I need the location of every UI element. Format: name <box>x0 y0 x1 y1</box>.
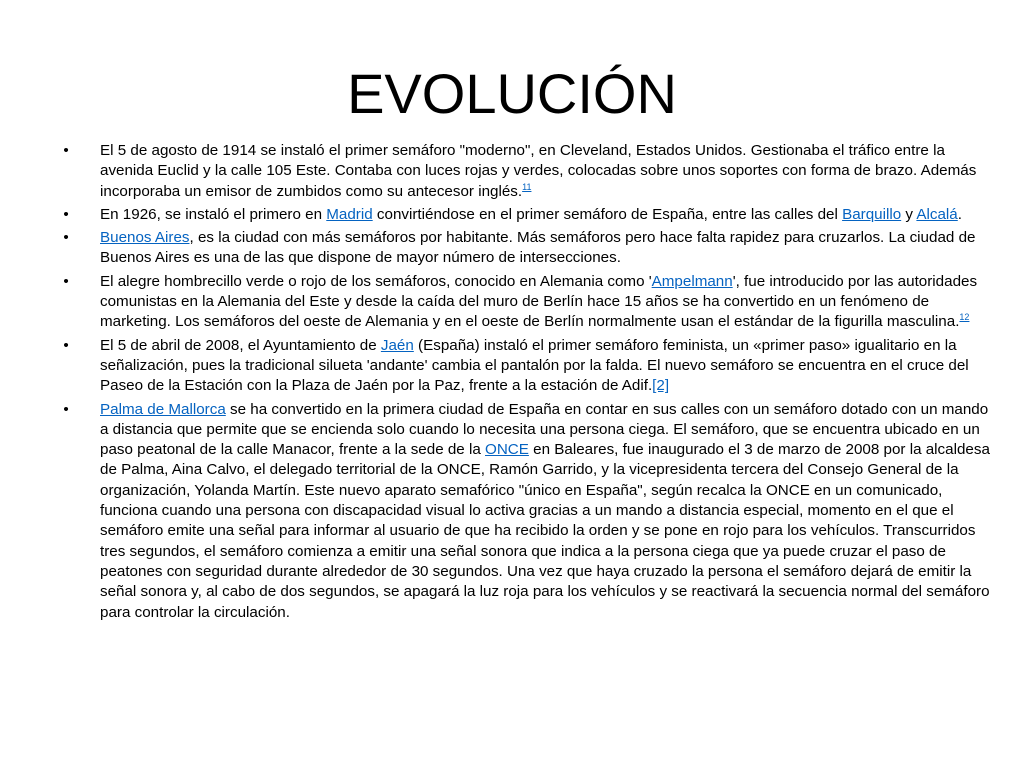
item-text: y <box>901 205 917 223</box>
list-item <box>60 228 994 269</box>
item-text: convirtiéndose en el primer semáforo de España, entre las calles del <box>372 205 843 223</box>
bullet-icon: • <box>63 205 69 223</box>
item-text: En 1926, se instaló el primero en <box>100 205 327 223</box>
list-item <box>60 205 994 225</box>
link-jaen[interactable]: Jaén <box>380 336 414 354</box>
reference-link-11[interactable]: 11 <box>522 181 532 192</box>
link-buenos-aires[interactable]: Buenos Aires <box>100 229 190 247</box>
bullet-list <box>60 141 994 626</box>
item-text: en Baleares, fue inaugurado el 3 de marzo de 2008 por la alcaldesa de Palma, Aina Calvo, el delegado territorial de la ONCE, Ramón Garrido, y la vicepresidenta tercera del Consejo General de la organización, Yolanda Martín. Este nuevo aparato semafórico "único en España", según recalca la ONCE en un comunicado, funciona cuando una persona con discapacidad visual lo activa gracias a un mando a distancia especial, momento en el que el semáforo emite una señal para informar al usuario de que ha recibido la orden y se pone en rojo para los vehículos. Transcurridos tres segundos, el semáforo comienza a emitir una señal sonora que indica a la persona ciega que ya puede cruzar el paso de peatones con seguridad durante alrededor de 30 segundos. Una vez que haya cruzado la persona el semáforo dejará de emitir la señal sonora y, al cabo de dos segundos, se apagará la luz roja para los vehículos y se reactivará la secuencia normal del semáforo para controlar la circulación. <box>100 441 990 621</box>
link-palma-de-mallorca[interactable]: Palma de Mallorca <box>100 400 226 418</box>
list-item <box>60 336 994 397</box>
link-ampelmann[interactable]: Ampelmann <box>651 272 733 290</box>
item-text: . <box>957 205 962 223</box>
item-text: El 5 de abril de 2008, el Ayuntamiento de <box>100 336 381 354</box>
bullet-icon: • <box>63 400 69 418</box>
slide-title: EVOLUCIÓN <box>347 62 677 125</box>
item-text: ', fue introducido por las autoridades comunistas en la Alemania del Este y desde la caída del muro de Berlín hace 15 años se ha convertido en un fenómeno de marketing. Los semáforos del oeste de Alemania y en el oeste de Berlín normalmente usan el estándar de la figurilla masculina. <box>100 272 978 331</box>
link-alcala[interactable]: Alcalá <box>916 205 958 223</box>
item-text: El alegre hombrecillo verde o rojo de los semáforos, conocido en Alemania como ' <box>100 272 652 290</box>
list-item <box>60 400 994 623</box>
item-text: El 5 de agosto de 1914 se instaló el primer semáforo "moderno", en Cleveland, Estados Unidos. Gestionaba el tráfico entre la avenida Euclid y la calle 105 Este. Contaba con luces rojas y verdes, colocadas sobre unos soportes con forma de brazo. Además incorporaba un emisor de zumbidos como su antecesor inglés. <box>100 142 977 200</box>
bullet-icon: • <box>63 229 69 247</box>
list-item <box>60 141 994 202</box>
item-text: se ha convertido en la primera ciudad de España en contar en sus calles con un semáforo dotado con un mando a distancia que permite que se encienda solo cuando lo necesita una persona ciega. El semáforo, que se encuentra ubicado en un paso peatonal de la calle Manacor, frente a la sede de la <box>100 400 989 459</box>
item-text: , es la ciudad con más semáforos por habitante. Más semáforos pero hace falta rapidez para cruzarlos. La ciudad de Buenos Aires es una de las que dispone de mayor número de intersecciones. <box>100 229 976 267</box>
bullet-icon: • <box>63 272 69 290</box>
reference-link-2[interactable]: [2] <box>652 377 670 395</box>
link-once[interactable]: ONCE <box>485 441 529 459</box>
item-text: (España) instaló el primer semáforo feminista, un «primer paso» igualitario en la señalización, pues la tradicional silueta 'andante' cambia el pantalón por la falda. El nuevo semáforo se encuentra en el cruce del Paseo de la Estación con la Plaza de Jaén por la Paz, frente a la estación de Adif. <box>100 336 969 395</box>
bullet-icon: • <box>63 336 69 354</box>
link-madrid[interactable]: Madrid <box>326 205 373 223</box>
link-barquillo[interactable]: Barquillo <box>842 205 902 223</box>
reference-link-12[interactable]: 12 <box>959 312 970 323</box>
list-item <box>60 272 994 333</box>
bullet-icon: • <box>63 142 69 159</box>
